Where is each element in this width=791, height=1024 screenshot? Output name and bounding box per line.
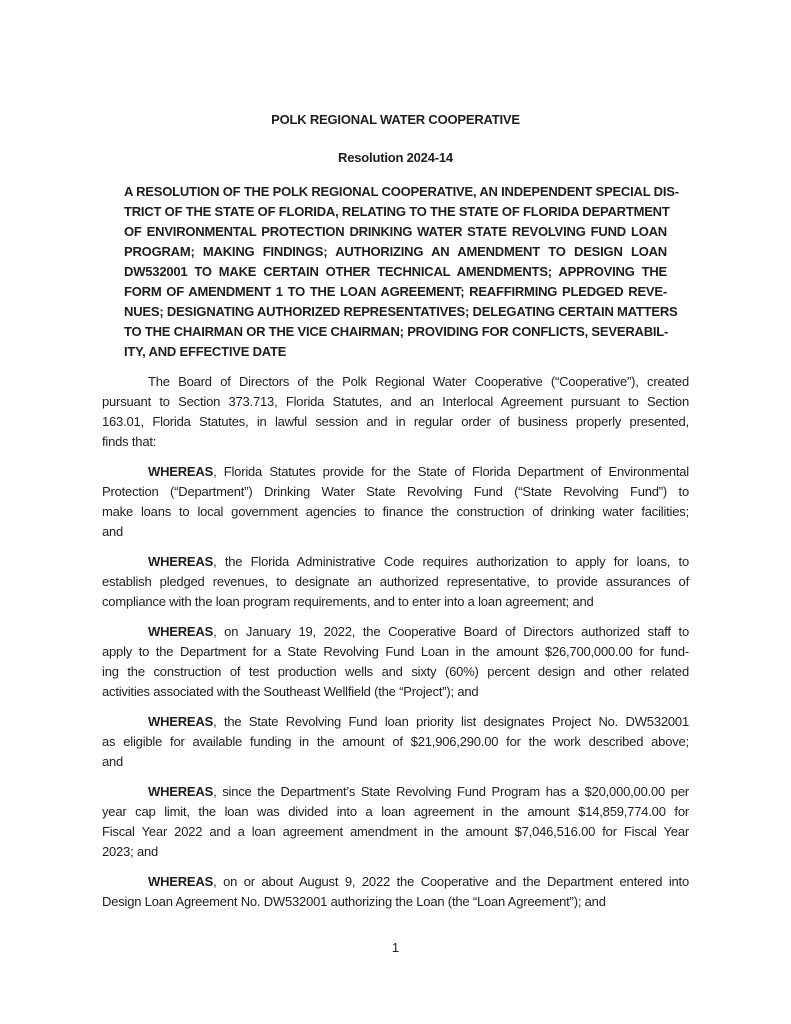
text-line: pursuant to Section 373.713, Florida Statutes, and an Interlocal Agreement pursuant to Section (102, 394, 689, 409)
recital-paragraph-4 (102, 712, 689, 772)
text-line: apply to the Department for a State Revolving Fund Loan in the amount $26,700,000.00 for fund- (102, 644, 689, 659)
page-number: 1 (391, 940, 400, 955)
text-line: Protection (“Department”) Drinking Water State Revolving Fund (“State Revolving Fund”) to (102, 484, 689, 499)
text-line: 2023; and (102, 844, 159, 859)
text-line: WHEREAS, on or about August 9, 2022 the Cooperative and the Department entered into (148, 874, 689, 889)
text-line: compliance with the loan program requirements, and to enter into a loan agreement; and (102, 594, 594, 609)
text-line: 163.01, Florida Statutes, in lawful session and in regular order of business properly presented, (102, 414, 689, 429)
text-line: finds that: (102, 434, 157, 449)
text-line: ITY, AND EFFECTIVE DATE (124, 344, 287, 359)
text-line: and (102, 524, 124, 539)
recital-paragraph-1 (102, 462, 689, 542)
recital-paragraph-2 (102, 552, 689, 612)
recital-paragraph-5 (102, 782, 689, 862)
text-line: TO THE CHAIRMAN OR THE VICE CHAIRMAN; PROVIDING FOR CONFLICTS, SEVERABIL- (124, 324, 669, 339)
preamble-paragraph (102, 372, 689, 452)
recital-paragraph-3 (102, 622, 689, 702)
text-line: DW532001 TO MAKE CERTAIN OTHER TECHNICAL AMENDMENTS; APPROVING THE (124, 264, 667, 279)
text-line: WHEREAS, on January 19, 2022, the Cooperative Board of Directors authorized staff to (148, 624, 689, 639)
text-line: Fiscal Year 2022 and a loan agreement amendment in the amount $7,046,516.00 for Fiscal Year (102, 824, 689, 839)
text-line: ing the construction of test production wells and sixty (60%) percent design and other related (102, 664, 689, 679)
document-title: POLK REGIONAL WATER COOPERATIVE (271, 112, 520, 127)
resolution-title-paragraph (124, 182, 679, 362)
text-line: WHEREAS, Florida Statutes provide for the State of Florida Department of Environmental (148, 464, 689, 479)
text-line: year cap limit, the loan was divided into a loan agreement in the amount $14,859,774.00 for (102, 804, 689, 819)
text-line: NUES; DESIGNATING AUTHORIZED REPRESENTATIVES; DELEGATING CERTAIN MATTERS (124, 304, 678, 319)
text-line: WHEREAS, the Florida Administrative Code requires authorization to apply for loans, to (148, 554, 689, 569)
text-line: WHEREAS, since the Department’s State Revolving Fund Program has a $20,000,00.00 per (148, 784, 689, 799)
text-line: WHEREAS, the State Revolving Fund loan priority list designates Project No. DW532001 (148, 714, 689, 729)
text-line: activities associated with the Southeast Wellfield (the “Project”); and (102, 684, 479, 699)
text-line: OF ENVIRONMENTAL PROTECTION DRINKING WATER STATE REVOLVING FUND LOAN (124, 224, 667, 239)
text-line: and (102, 754, 124, 769)
text-line: The Board of Directors of the Polk Regional Water Cooperative (“Cooperative”), created (148, 374, 689, 389)
text-line: PROGRAM; MAKING FINDINGS; AUTHORIZING AN AMENDMENT TO DESIGN LOAN (124, 244, 667, 259)
text-line: make loans to local government agencies to finance the construction of drinking water facilities; (102, 504, 689, 519)
document-body (102, 110, 689, 912)
text-line: TRICT OF THE STATE OF FLORIDA, RELATING TO THE STATE OF FLORIDA DEPARTMENT (124, 204, 670, 219)
text-line: FORM OF AMENDMENT 1 TO THE LOAN AGREEMENT; REAFFIRMING PLEDGED REVE- (124, 284, 667, 299)
text-line: establish pledged revenues, to designate an authorized representative, to provide assurances of (102, 574, 689, 589)
text-line: Design Loan Agreement No. DW532001 authorizing the Loan (the “Loan Agreement”); and (102, 894, 606, 909)
text-line: as eligible for available funding in the amount of $21,906,290.00 for the work described above; (102, 734, 689, 749)
recital-paragraph-6 (102, 872, 689, 912)
resolution-number: Resolution 2024-14 (338, 150, 453, 165)
text-line: A RESOLUTION OF THE POLK REGIONAL COOPERATIVE, AN INDEPENDENT SPECIAL DIS- (124, 184, 679, 199)
